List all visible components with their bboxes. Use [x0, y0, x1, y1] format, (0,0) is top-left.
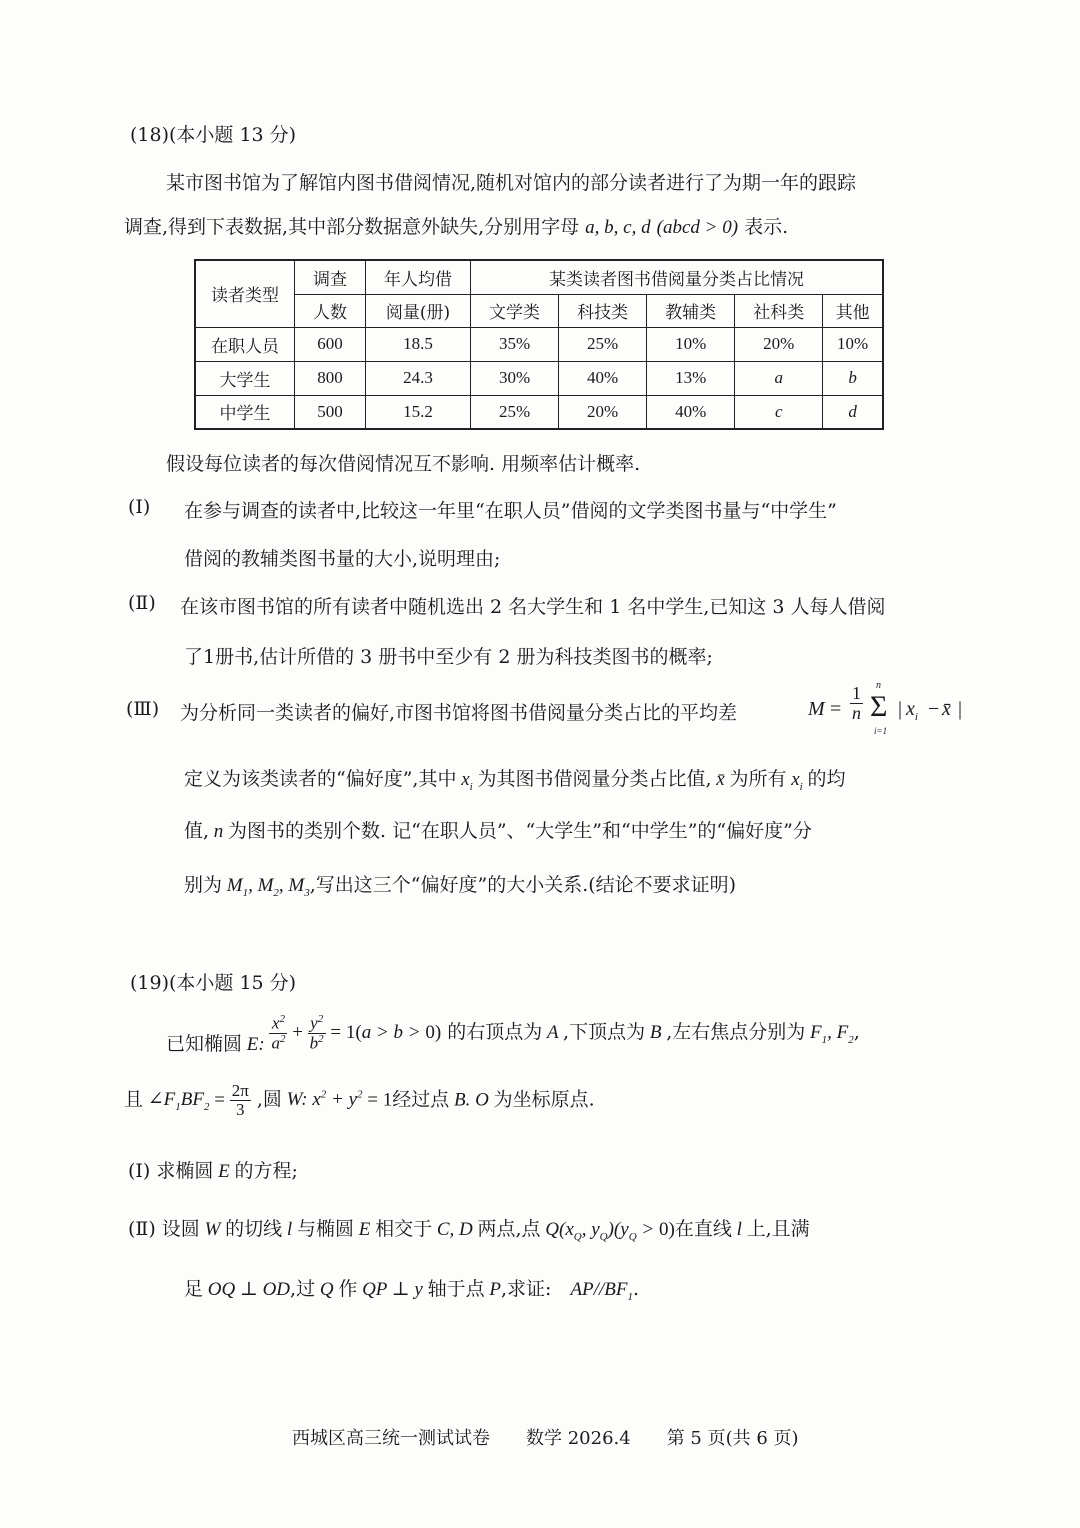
- header-cat-science: 科技类: [559, 294, 647, 327]
- q18-part3-label: (Ⅲ): [126, 698, 160, 720]
- q19-part2-line1: (Ⅱ) 设圆 W 的切线 l 与椭圆 E 相交于 C, D 两点,点 $Q(x_Q$, $y_Q)(y_Q > 0)$在直线 l 上,且满: [128, 1218, 810, 1243]
- q19-line2-text-c: 经过点: [392, 1088, 450, 1111]
- q19-line2-text-d: 为坐标原点.: [493, 1088, 595, 1111]
- q18-part3-text-f: 为图书的类别个数. 记“在职人员”、“大学生”和“中学生”的“偏好度”分: [228, 820, 812, 842]
- q19-line1-text-b: 的右顶点为: [447, 1021, 543, 1043]
- q19-part2-text-c: 与椭圆: [296, 1218, 354, 1240]
- q18-part3-line4: 别为 $M_1$, $M_2$, $M_3$,写出这三个“偏好度”的大小关系.(结论不要求证明): [184, 874, 737, 899]
- cell-value: 35%: [471, 327, 559, 361]
- q19-line1-text-a: 已知椭圆: [166, 1033, 243, 1055]
- q19-line1: 已知椭圆 E: $\frac{x^2}{a^2}$ + $\frac{y^2}{b^2}$ = 1(a > b > 0) 的右顶点为 A ,下顶点为 B ,左右焦点分别为 $F_1$, $F_2$,: [166, 1013, 860, 1055]
- q19-part2-text-a: 设圆: [161, 1218, 200, 1240]
- q19-part2-label: (Ⅱ): [128, 1218, 156, 1240]
- header-avg-2: 阅量(册): [366, 294, 471, 327]
- q18-intro-letters: a, b, c, d: [585, 217, 651, 238]
- q18-part3-text-e: 值,: [184, 820, 210, 842]
- q18-part3-line1: 为分析同一类读者的偏好,市图书馆将图书借阅量分类占比的平均差: [180, 702, 738, 724]
- q18-intro-line1: 某市图书馆为了解馆内图书借阅情况,随机对馆内的部分读者进行了为期一年的跟踪: [166, 172, 857, 194]
- q18-part3-line3: 值, n 为图书的类别个数. 记“在职人员”、“大学生”和“中学生”的“偏好度”分: [184, 820, 812, 842]
- reading-data-table: [194, 259, 884, 430]
- q18-part2-line1: 在该市图书馆的所有读者中随机选出 2 名大学生和 1 名中学生,已知这 3 人每人借阅: [180, 596, 886, 618]
- q19-part2-text-f: 在直线: [674, 1218, 732, 1240]
- q18-part2-line2: 了1册书,估计所借的 3 册书中至少有 2 册为科技类图书的概率;: [184, 646, 713, 668]
- q19-line2: 且 $\angle F_1BF_2$ = $\frac{2\pi}{3}$ ,圆 W: $x^2 + y^2 = 1$经过点 B. O 为坐标原点.: [124, 1081, 595, 1119]
- q19-part2-text-k: 轴于点: [427, 1278, 485, 1300]
- cell-value: a: [735, 361, 823, 395]
- q18-part1-line1: 在参与调查的读者中,比较这一年里“在职人员”借阅的文学类图书量与“中学生”: [184, 500, 837, 522]
- q19-part1-text: 求椭圆: [156, 1160, 214, 1182]
- q18-part1-line2: 借阅的教辅类图书量的大小,说明理由;: [184, 548, 501, 570]
- table-row: [195, 395, 883, 429]
- cell-value: 25%: [471, 395, 559, 429]
- q18-part3-text-a: 定义为该类读者的“偏好度”,其中: [184, 768, 457, 790]
- q19-part2-text-i: ,过: [290, 1278, 316, 1300]
- header-cat-tutoring: 教辅类: [647, 294, 735, 327]
- q18-intro-line2: [124, 212, 788, 239]
- header-category-group: 某类读者图书借阅量分类占比情况: [471, 260, 884, 294]
- cell-value: 10%: [823, 327, 883, 361]
- q19-part2-text-l: ,求证:: [501, 1278, 552, 1300]
- q19-header: (19)(本小题 15 分): [130, 972, 297, 994]
- cell-type: 大学生: [195, 361, 295, 395]
- q19-part2-text-b: 的切线: [225, 1218, 283, 1240]
- table-row: [195, 361, 883, 395]
- cell-count: 600: [295, 327, 366, 361]
- q19-line1-text-d: ,左右焦点分别为: [666, 1021, 806, 1043]
- cell-value: 40%: [647, 395, 735, 429]
- header-count-1: 调查: [295, 260, 366, 294]
- table-row: [195, 327, 883, 361]
- page-footer: 西城区高三统一测试试卷 数学 2026.4 第 5 页(共 6 页): [292, 1428, 799, 1449]
- cell-value: 13%: [647, 361, 735, 395]
- q18-part3-text-h: ,写出这三个“偏好度”的大小关系.(结论不要求证明): [309, 874, 737, 896]
- q18-part3-line2: 定义为该类读者的“偏好度”,其中 $x_i$ 为其图书借阅量分类占比值, x̄ 为所有 $x_i$ 的均: [184, 768, 846, 793]
- q19-part2-text-e: 两点,点: [477, 1218, 541, 1240]
- cell-value: 10%: [647, 327, 735, 361]
- q19-part2-text-j: 作: [338, 1278, 358, 1300]
- header-cat-other: 其他: [823, 294, 883, 327]
- cell-value: 20%: [559, 395, 647, 429]
- q18-part3-text-g: 别为: [184, 874, 223, 896]
- q19-part2-text-g: 上,且满: [746, 1218, 810, 1240]
- cell-value: 25%: [559, 327, 647, 361]
- cell-avg: 15.2: [366, 395, 471, 429]
- q19-part2-text-d: 相交于: [375, 1218, 433, 1240]
- cell-value: c: [735, 395, 823, 429]
- q19-part1: (Ⅰ) 求椭圆 E 的方程;: [128, 1160, 298, 1182]
- q18-assumption: 假设每位读者的每次借阅情况互不影响. 用频率估计概率.: [166, 453, 641, 475]
- q19-part2-text-h: 足: [184, 1278, 204, 1300]
- cell-value: 40%: [559, 361, 647, 395]
- cell-value: 20%: [735, 327, 823, 361]
- cell-value: 30%: [471, 361, 559, 395]
- q19-part2-line2: 足 OQ ⊥ OD,过 Q 作 QP ⊥ y 轴于点 P,求证: $AP//BF_1$.: [184, 1278, 639, 1303]
- header-avg-1: 年人均借: [366, 260, 471, 294]
- cell-count: 500: [295, 395, 366, 429]
- cell-type: 中学生: [195, 395, 295, 429]
- cell-type: 在职人员: [195, 327, 295, 361]
- q18-header: (18)(本小题 13 分): [130, 124, 297, 146]
- cell-value: d: [823, 395, 883, 429]
- q18-intro-line2-end: 表示.: [744, 216, 789, 238]
- cell-avg: 24.3: [366, 361, 471, 395]
- cell-count: 800: [295, 361, 366, 395]
- cell-avg: 18.5: [366, 327, 471, 361]
- q19-part1-end: 的方程;: [234, 1160, 298, 1182]
- q19-part1-label: (Ⅰ): [128, 1160, 151, 1182]
- header-count-2: 人数: [295, 294, 366, 327]
- header-cat-literature: 文学类: [471, 294, 559, 327]
- q18-part3-text-b: 为其图书借阅量分类占比值,: [477, 768, 712, 790]
- q18-intro-condition: (abcd > 0): [656, 217, 739, 238]
- q18-part3-text-d: 的均: [807, 768, 846, 790]
- header-reader-type: 读者类型: [195, 260, 295, 327]
- q18-part3-text-c: 为所有: [729, 768, 787, 790]
- q19-line2-text-a: 且: [124, 1088, 144, 1111]
- q18-part2-label: (Ⅱ): [128, 592, 156, 614]
- q19-line2-text-b: ,圆: [256, 1088, 282, 1111]
- q18-part1-label: (Ⅰ): [128, 496, 151, 518]
- q18-intro-line2-text: 调查,得到下表数据,其中部分数据意外缺失,分别用字母: [124, 216, 580, 238]
- q19-line1-text-c: ,下顶点为: [563, 1021, 646, 1043]
- header-cat-social: 社科类: [735, 294, 823, 327]
- cell-value: b: [823, 361, 883, 395]
